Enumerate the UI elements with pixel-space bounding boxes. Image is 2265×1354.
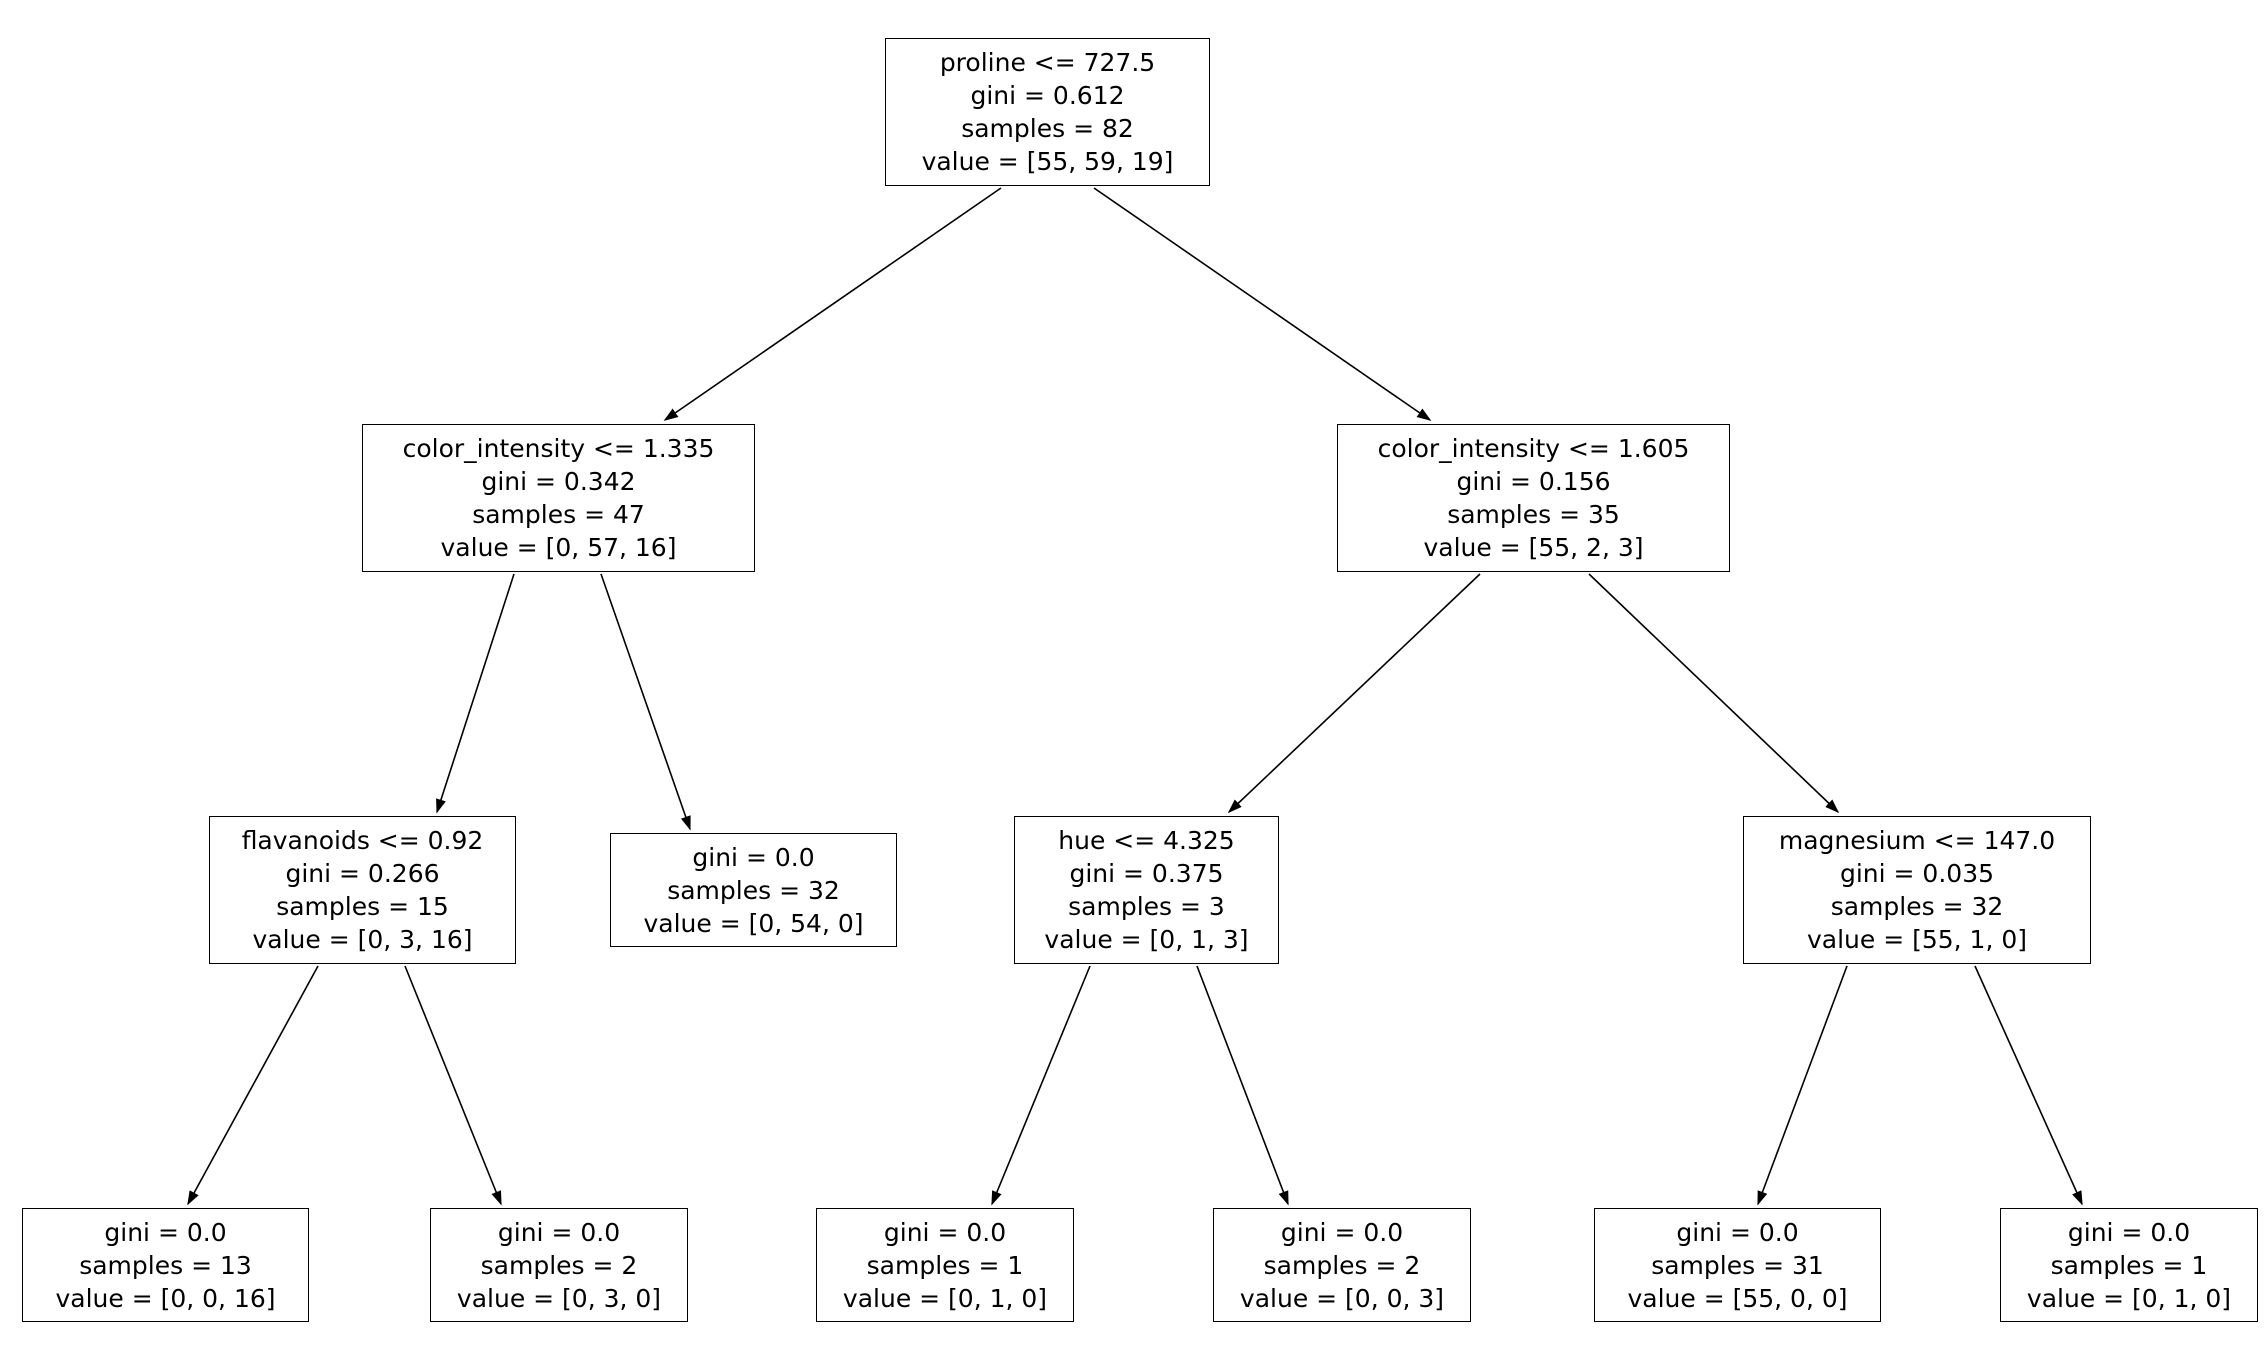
tree-node-line: value = [0, 1, 3] [1044, 925, 1249, 954]
tree-node-line: value = [0, 54, 0] [643, 908, 864, 938]
tree-edge [1975, 966, 2082, 1204]
tree-node-line: color_intensity <= 1.335 [402, 434, 715, 463]
tree-node-line: value = [55, 0, 0] [1627, 1283, 1848, 1313]
tree-node [816, 1208, 1074, 1322]
tree-node-line: value = [55, 59, 19] [921, 147, 1174, 176]
tree-node-line: samples = 2 [1263, 1250, 1421, 1280]
tree-node-line: gini = 0.375 [1069, 859, 1224, 888]
tree-node-line: gini = 0.0 [1280, 1217, 1404, 1247]
tree-node-line: samples = 1 [2050, 1250, 2208, 1280]
tree-node [1014, 816, 1279, 964]
tree-node-line: gini = 0.0 [104, 1217, 227, 1247]
tree-edge [992, 966, 1090, 1204]
tree-node-line: gini = 0.612 [970, 81, 1125, 110]
tree-node [885, 38, 1210, 186]
tree-node-line: value = [0, 0, 3] [1239, 1283, 1445, 1313]
tree-edge [1229, 574, 1480, 812]
tree-node-line: samples = 2 [480, 1250, 638, 1280]
tree-edge [405, 966, 501, 1204]
tree-edge [437, 574, 514, 812]
tree-node [1594, 1208, 1881, 1322]
tree-node-line: value = [0, 1, 0] [2026, 1283, 2232, 1313]
tree-edge [1094, 188, 1430, 420]
tree-node [1337, 424, 1730, 572]
tree-edge [665, 188, 1001, 420]
tree-edge [1589, 574, 1838, 812]
tree-edge [601, 574, 690, 829]
tree-node-line: samples = 31 [1651, 1250, 1824, 1280]
tree-edge [188, 966, 318, 1204]
tree-node-line: samples = 35 [1447, 500, 1620, 529]
tree-node-line: value = [55, 1, 0] [1806, 925, 2028, 954]
tree-node-line: color_intensity <= 1.605 [1377, 434, 1690, 463]
tree-node-line: hue <= 4.325 [1058, 826, 1235, 855]
tree-node [610, 833, 897, 947]
tree-node-line: magnesium <= 147.0 [1778, 826, 2056, 855]
tree-node-line: gini = 0.342 [481, 467, 636, 496]
tree-node-line: gini = 0.266 [285, 859, 440, 888]
tree-node [22, 1208, 309, 1322]
tree-node-line: value = [0, 0, 16] [55, 1283, 276, 1313]
tree-node-line: value = [55, 2, 3] [1423, 533, 1644, 562]
tree-node-line: gini = 0.0 [692, 842, 815, 872]
tree-node-line: gini = 0.0 [883, 1217, 1007, 1247]
tree-node-line: samples = 47 [472, 500, 645, 529]
tree-node-line: value = [0, 57, 16] [440, 533, 677, 562]
tree-node-line: proline <= 727.5 [939, 48, 1156, 77]
tree-node-line: gini = 0.0 [497, 1217, 621, 1247]
tree-node-line: gini = 0.156 [1456, 467, 1611, 496]
tree-node-line: gini = 0.035 [1839, 859, 1995, 888]
tree-edge [1758, 966, 1847, 1204]
tree-node-line: samples = 1 [866, 1250, 1024, 1280]
tree-node-line: flavanoids <= 0.92 [241, 826, 484, 855]
tree-node-line: gini = 0.0 [2067, 1217, 2191, 1247]
tree-node [362, 424, 755, 572]
tree-node-line: samples = 3 [1068, 892, 1225, 921]
tree-node [209, 816, 516, 964]
tree-node-line: samples = 32 [1830, 892, 2004, 921]
tree-node [1743, 816, 2091, 964]
tree-node-line: samples = 15 [276, 892, 449, 921]
tree-node-line: value = [0, 3, 0] [456, 1283, 662, 1313]
tree-node-line: value = [0, 1, 0] [842, 1283, 1048, 1313]
tree-edge [1197, 966, 1288, 1204]
tree-node-line: gini = 0.0 [1676, 1217, 1799, 1247]
tree-node-line: samples = 32 [667, 875, 840, 905]
tree-node-line: samples = 82 [961, 114, 1134, 143]
tree-node [2000, 1208, 2258, 1322]
tree-node [1213, 1208, 1471, 1322]
tree-node [430, 1208, 688, 1322]
tree-node-line: value = [0, 3, 16] [252, 925, 473, 954]
tree-node-line: samples = 13 [79, 1250, 252, 1280]
